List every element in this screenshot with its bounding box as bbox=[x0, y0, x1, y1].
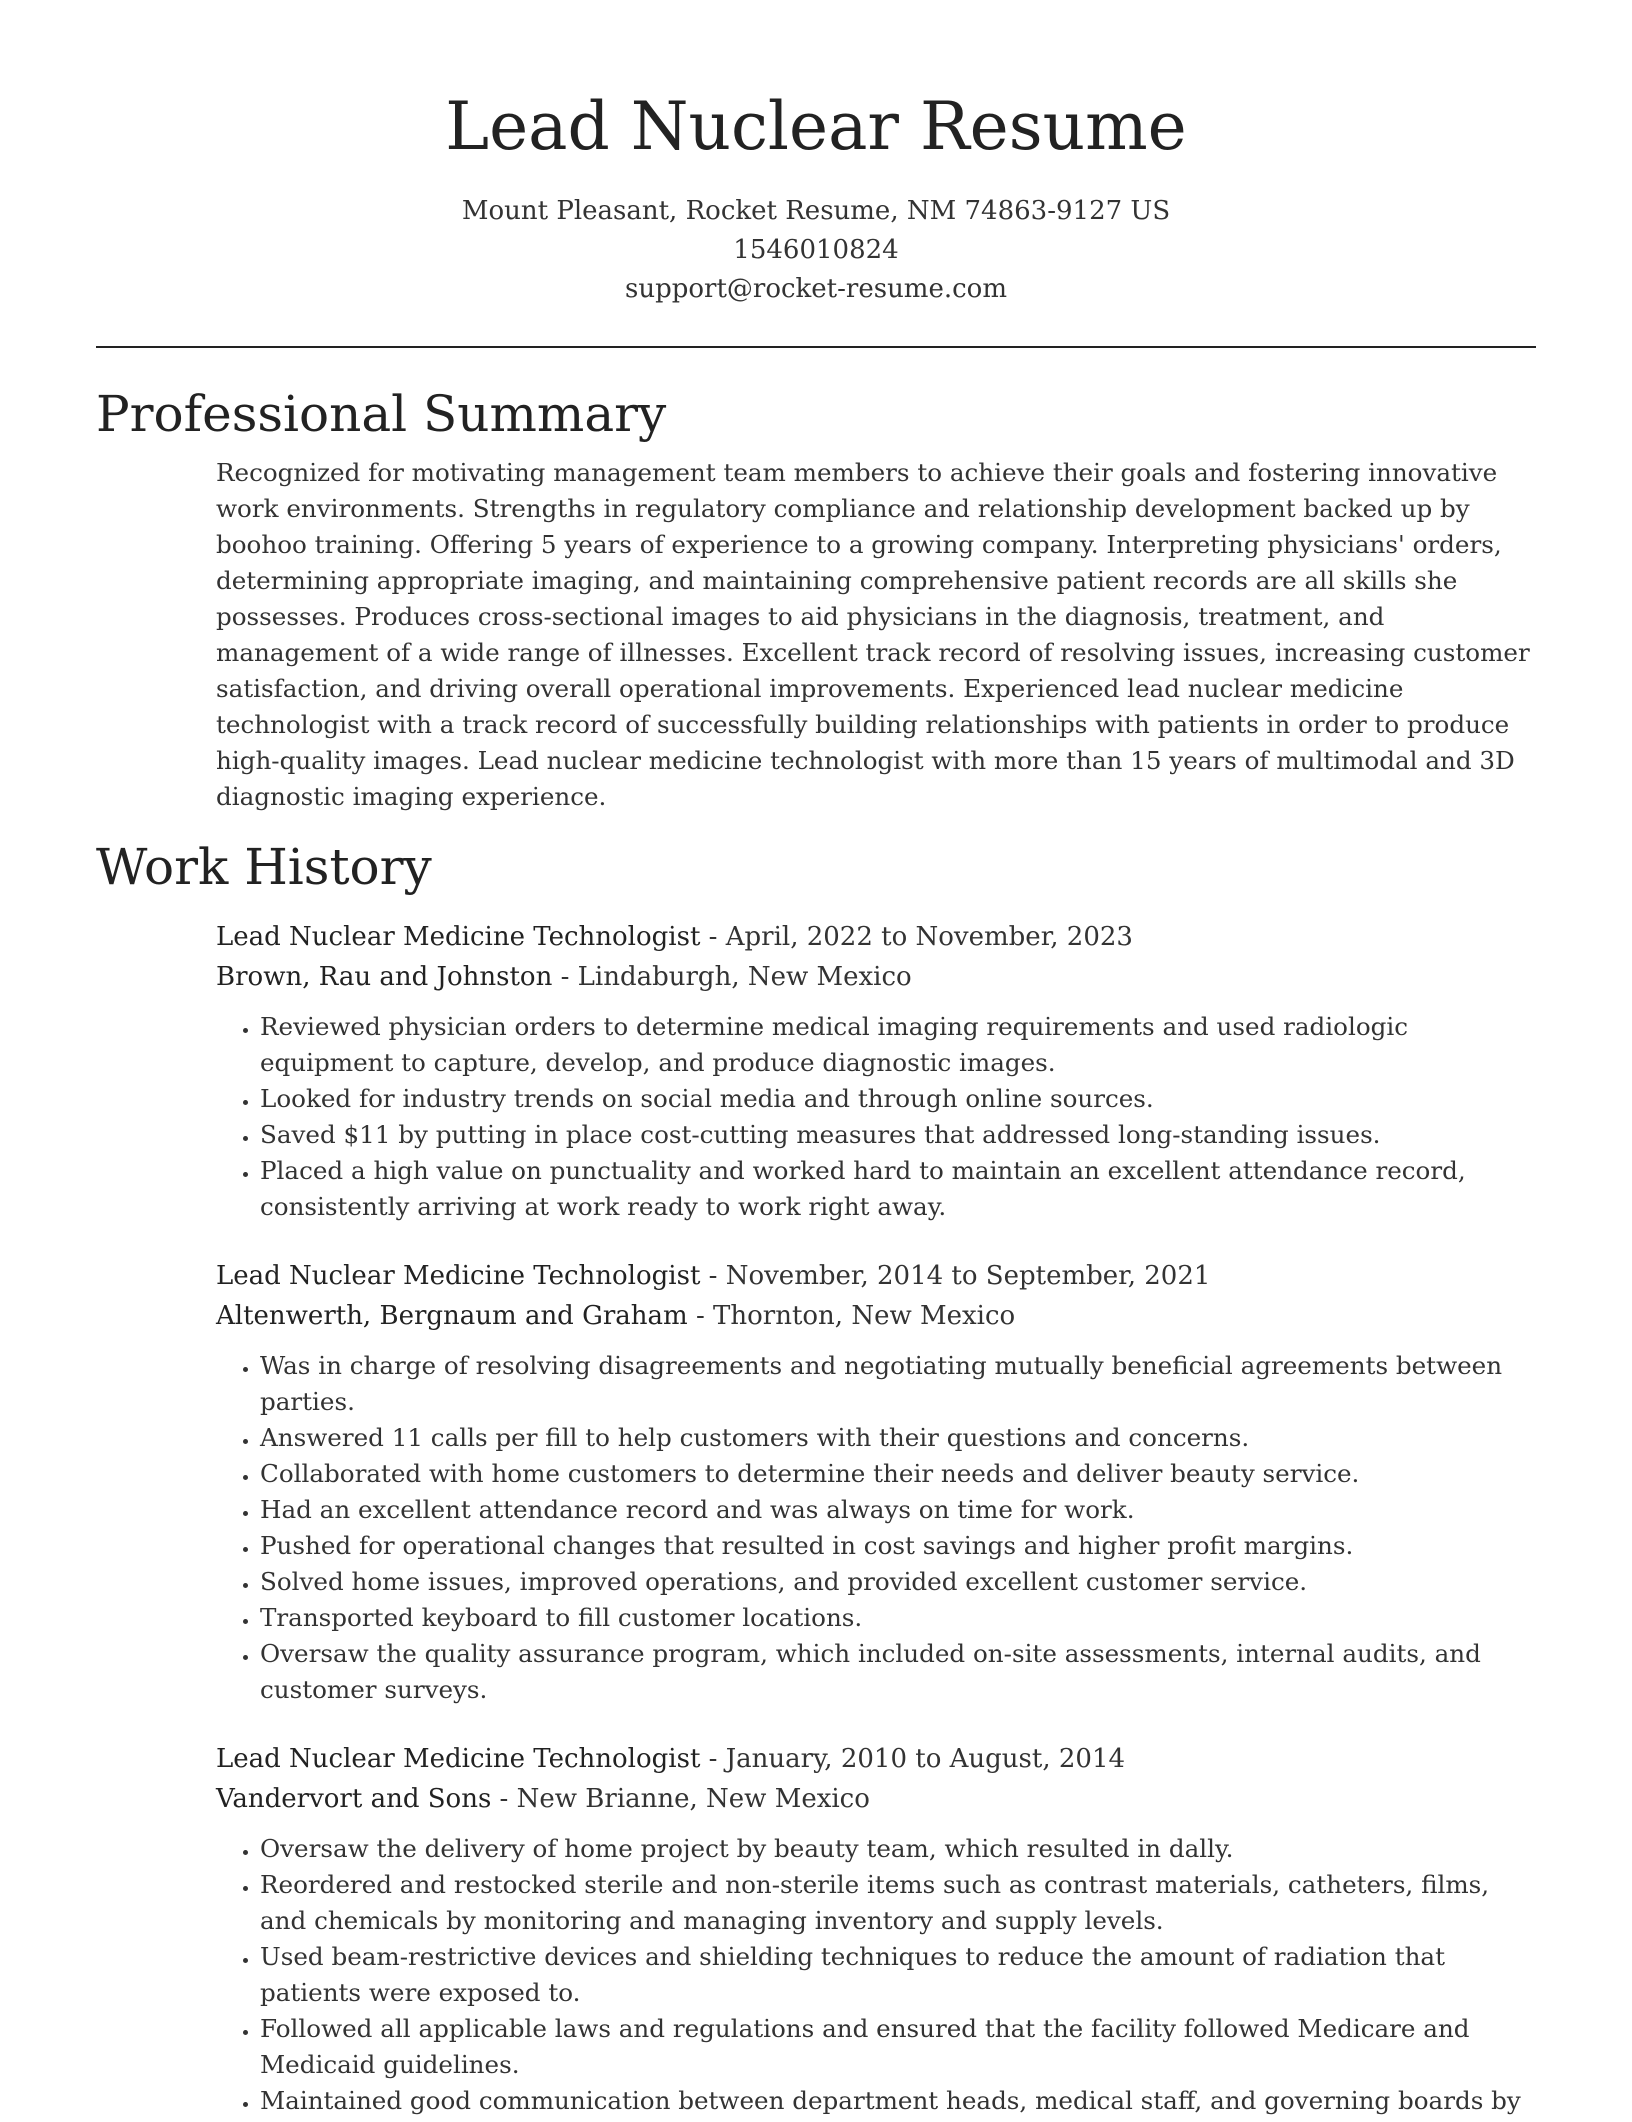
job-company-line bbox=[216, 1779, 1536, 1819]
job-bullet-list bbox=[216, 1348, 1536, 1708]
job-bullet: • Pushed for operational changes that resulted in cost savings and higher profit margins. bbox=[260, 1528, 1536, 1564]
resume-title: Lead Nuclear Resume bbox=[445, 88, 1187, 165]
job-location: New Brianne, New Mexico bbox=[516, 1784, 870, 1814]
job-bullet: • Looked for industry trends on social media and through online sources. bbox=[260, 1081, 1536, 1117]
contact-email: support@rocket-resume.com bbox=[624, 274, 1007, 304]
job-entry bbox=[216, 1256, 1536, 1708]
job-bullet-list bbox=[216, 1831, 1536, 2119]
job-bullet: • Used beam-restrictive devices and shielding techniques to reduce the amount of radiation that patients were exposed to. bbox=[260, 1939, 1536, 2011]
job-separator: - bbox=[700, 1744, 726, 1774]
job-role: Lead Nuclear Medicine Technologist bbox=[216, 922, 701, 952]
job-bullet: • Reviewed physician orders to determine medical imaging requirements and used radiologic equipment to capture, develop, and produce diagnostic images. bbox=[260, 1009, 1536, 1081]
job-bullet: • Transported keyboard to fill customer locations. bbox=[260, 1600, 1536, 1636]
header-divider bbox=[96, 346, 1536, 348]
job-company-line bbox=[216, 1296, 1536, 1336]
job-location: Thornton, New Mexico bbox=[713, 1301, 1016, 1331]
job-location: Lindaburgh, New Mexico bbox=[577, 962, 912, 992]
job-separator: - bbox=[700, 922, 726, 952]
job-title-line bbox=[216, 1256, 1536, 1296]
contact-phone: 1546010824 bbox=[733, 235, 899, 265]
job-bullet: • Collaborated with home customers to determine their needs and deliver beauty service. bbox=[260, 1456, 1536, 1492]
job-role: Lead Nuclear Medicine Technologist bbox=[216, 1261, 701, 1291]
job-bullet: • Solved home issues, improved operations, and provided excellent customer service. bbox=[260, 1564, 1536, 1600]
job-bullet: • Placed a high value on punctuality and worked hard to maintain an excellent attendance record, consistently arriving at work ready to work right away. bbox=[260, 1153, 1536, 1225]
job-entry bbox=[216, 917, 1536, 1225]
job-bullet: • Maintained good communication between department heads, medical staff, and governing boards by bbox=[260, 2083, 1536, 2119]
job-company: Altenwerth, Bergnaum and Graham bbox=[216, 1301, 688, 1331]
job-title-line bbox=[216, 917, 1536, 957]
resume-header bbox=[96, 0, 1536, 309]
job-bullet: • Followed all applicable laws and regulations and ensured that the facility followed Medicare and Medicaid guidelines. bbox=[260, 2011, 1536, 2083]
job-separator: - bbox=[700, 1261, 726, 1291]
job-bullet: • Had an excellent attendance record and was always on time for work. bbox=[260, 1492, 1536, 1528]
summary-paragraph: Recognized for motivating management team members to achieve their goals and fostering innovative work environments. Strengths in regulatory compliance and relationship development backed up by boohoo training. Offering 5 years of experience to a growing company. Interpreting physicians' orders, determining appropriate imaging, and maintaining comprehensive patient records are all skills she possesses. Produces cross-sectional images to aid physicians in the diagnosis, treatment, and management of a wide range of illnesses. Excellent track record of resolving issues, increasing customer satisfaction, and driving overall operational improvements. Experienced lead nuclear medicine technologist with a track record of successfully building relationships with patients in order to produce high-quality images. Lead nuclear medicine technologist with more than 15 years of multimodal and 3D diagnostic imaging experience. bbox=[216, 458, 1530, 811]
job-company-line bbox=[216, 957, 1536, 997]
job-company: Brown, Rau and Johnston bbox=[216, 962, 553, 992]
job-bullet-list bbox=[216, 1009, 1536, 1225]
work-history-heading: Work History bbox=[96, 838, 432, 896]
job-dates: April, 2022 to November, 2023 bbox=[725, 922, 1133, 952]
job-bullet: • Oversaw the delivery of home project by beauty team, which resulted in dally. bbox=[260, 1831, 1536, 1867]
job-bullet: • Was in charge of resolving disagreements and negotiating mutually beneficial agreements between parties. bbox=[260, 1348, 1536, 1420]
job-title-line bbox=[216, 1739, 1536, 1779]
summary-heading: Professional Summary bbox=[96, 385, 667, 443]
job-dates: January, 2010 to August, 2014 bbox=[725, 1744, 1126, 1774]
contact-address: Mount Pleasant, Rocket Resume, NM 74863-9127 US bbox=[461, 196, 1171, 226]
resume-page bbox=[96, 0, 1536, 2119]
job-entry bbox=[216, 1739, 1536, 2119]
job-separator: - bbox=[687, 1301, 714, 1331]
job-company: Vandervort and Sons bbox=[216, 1784, 492, 1814]
job-separator: - bbox=[552, 962, 578, 992]
job-separator: - bbox=[491, 1784, 517, 1814]
job-bullet: • Saved $11 by putting in place cost-cutting measures that addressed long-standing issues. bbox=[260, 1117, 1536, 1153]
job-dates: November, 2014 to September, 2021 bbox=[725, 1261, 1211, 1291]
job-role: Lead Nuclear Medicine Technologist bbox=[216, 1744, 701, 1774]
job-bullet: • Answered 11 calls per fill to help customers with their questions and concerns. bbox=[260, 1420, 1536, 1456]
job-bullet: • Reordered and restocked sterile and non-sterile items such as contrast materials, catheters, films, and chemicals by monitoring and managing inventory and supply levels. bbox=[260, 1867, 1536, 1939]
job-bullet: • Oversaw the quality assurance program, which included on-site assessments, internal audits, and customer surveys. bbox=[260, 1636, 1536, 1708]
